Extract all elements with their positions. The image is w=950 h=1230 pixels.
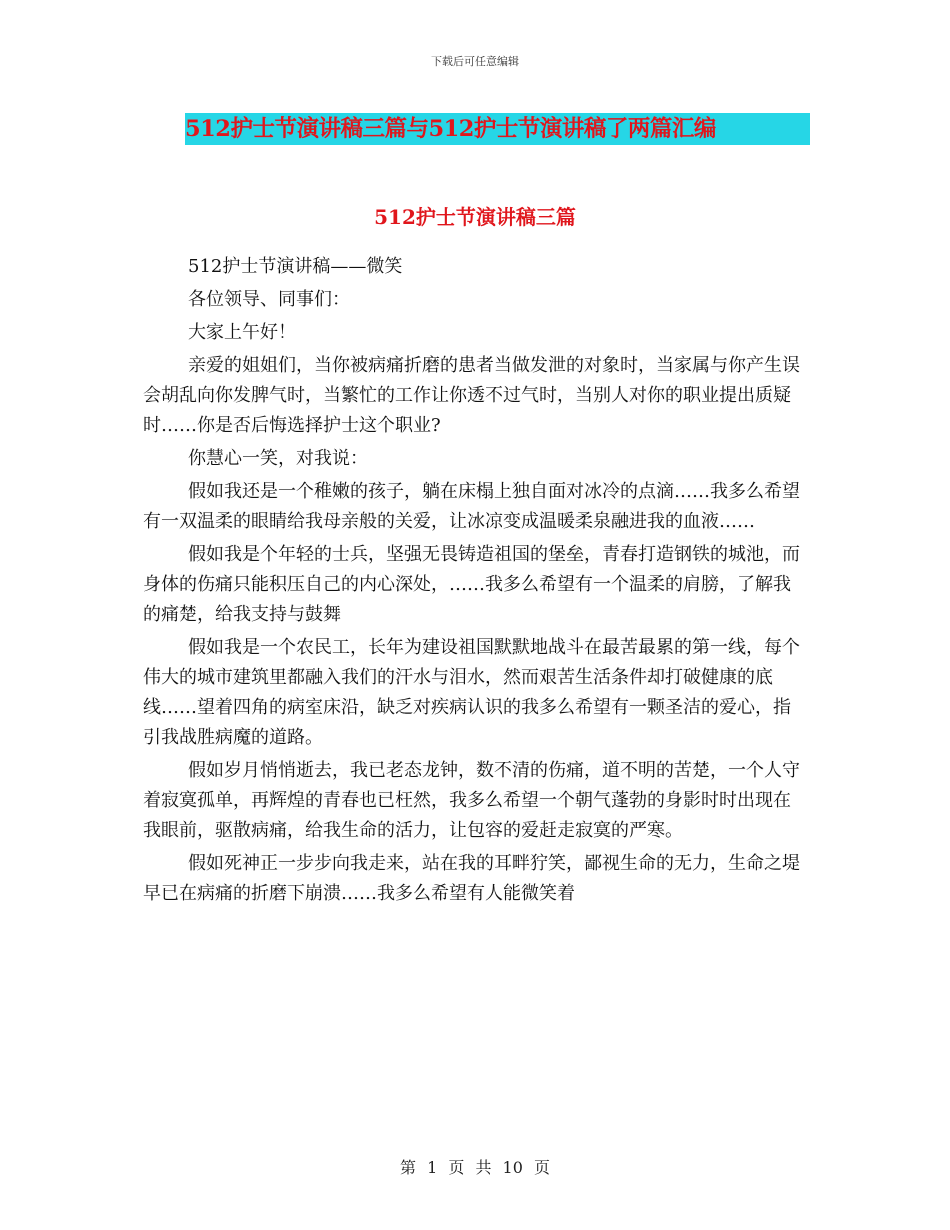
paragraph: 假如我还是一个稚嫩的孩子，躺在床榻上独自面对冰冷的点滴……我多么希望有一双温柔的眼睛给我母亲般的关爱，让冰凉变成温暖柔泉融进我的血液…… <box>143 481 800 532</box>
paragraph-greeting: 各位领导、同事们： <box>188 289 350 310</box>
section-title: 512护士节演讲稿三篇 <box>374 205 576 229</box>
paragraph: 你慧心一笑，对我说： <box>188 448 368 469</box>
body-text <box>143 252 803 912</box>
document-title: 512护士节演讲稿三篇与512护士节演讲稿了两篇汇编 <box>185 113 810 145</box>
paragraph: 假如我是一个农民工，长年为建设祖国默默地战斗在最苦最累的第一线，每个伟大的城市建筑里都融入我们的汗水与泪水，然而艰苦生活条件却打破健康的底线……望着四角的病室床沿，缺乏对疾病认识的我多么希望有一颗圣洁的爱心，指引我战胜病魔的道路。 <box>143 637 800 748</box>
paragraph: 假如我是个年轻的士兵，坚强无畏铸造祖国的堡垒，青春打造钢铁的城池，而身体的伤痛只能积压自己的内心深处，……我多么希望有一个温柔的肩膀，了解我的痛楚，给我支持与鼓舞 <box>143 544 800 625</box>
paragraph-salutation: 大家上午好！ <box>188 322 296 343</box>
paragraph: 假如岁月悄悄逝去，我已老态龙钟，数不清的伤痛，道不明的苦楚，一个人守着寂寞孤单，再辉煌的青春也已枉然，我多么希望一个朝气蓬勃的身影时时出现在我眼前，驱散病痛，给我生命的活力，让包容的爱赶走寂寞的严寒。 <box>143 760 800 841</box>
paragraph-speech-title: 512护士节演讲稿——微笑 <box>188 256 403 277</box>
page-footer: 第 1 页 共 10 页 <box>400 1158 550 1177</box>
paragraph: 假如死神正一步步向我走来，站在我的耳畔狞笑，鄙视生命的无力，生命之堤早已在病痛的折磨下崩溃……我多么希望有人能微笑着 <box>143 853 800 904</box>
header-note: 下载后可任意编辑 <box>431 55 519 68</box>
paragraph: 亲爱的姐姐们，当你被病痛折磨的患者当做发泄的对象时，当家属与你产生误会胡乱向你发脾气时，当繁忙的工作让你透不过气时，当别人对你的职业提出质疑时……你是否后悔选择护士这个职业? <box>143 355 800 436</box>
